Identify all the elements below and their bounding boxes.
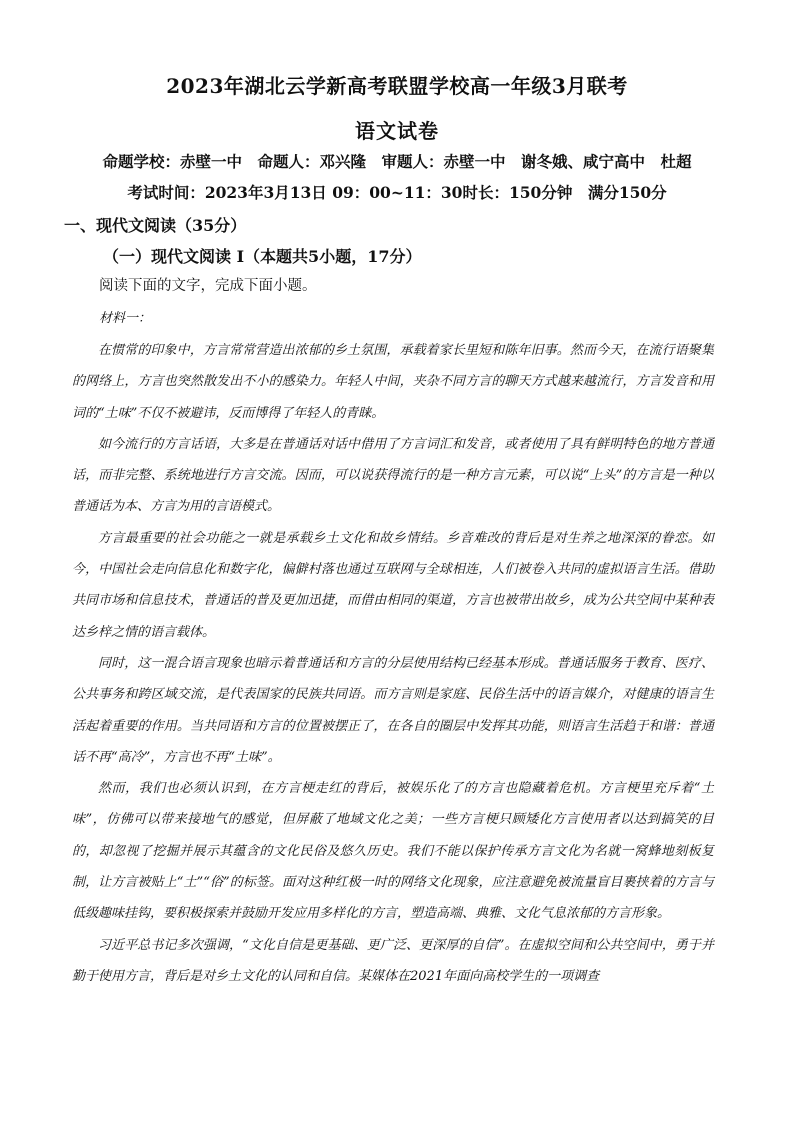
exam-authors-line: 命题学校：赤壁一中 命题人：邓兴隆 审题人：赤壁一中 谢冬娥、咸宁高中 杜超 <box>102 152 692 171</box>
exam-subtitle: 语文试卷 <box>355 119 439 143</box>
passage-paragraph: 然而，我们也必须认识到，在方言梗走红的背后，被娱乐化了的方言也隐藏着危机。方言梗里充斥着“土味”，仿佛可以带来接地气的感觉，但屏蔽了地域文化之美；一些方言梗只顾矮化方言使用者以达到搞笑的目的，却忽视了挖掘并展示其蕴含的文化民俗及悠久历史。我们不能以保护传承方言文化为名就一窝蜂地刻板复制，让方言被贴上“土”“俗”的标签。面对这种红极一时的网络文化现象，应注意避免被流量盲目裹挟着的方言与低级趣味挂钩，要积极探索并鼓励开发应用多样化的方言，塑造高端、典雅、文化气息浓郁的方言形象。 <box>72 781 714 922</box>
passage-paragraph: 如今流行的方言话语，大多是在普通话对话中借用了方言词汇和发音，或者使用了具有鲜明特色的地方普通话，而非完整、系统地进行方言交流。因而，可以说获得流行的是一种方言元素，可以说“上头”的方言是一种以普通话为本、方言为用的言语模式。 <box>72 436 714 515</box>
passage-paragraph: 在惯常的印象中，方言常常营造出浓郁的乡土氛围，承载着家长里短和陈年旧事。然而今天，在流行语聚集的网络上，方言也突然散发出不小的感染力。年轻人中间，夹杂不同方言的聊天方式越来越流行，方言发音和用词的“土味”不仅不被避讳，反而博得了年轻人的青睐。 <box>72 343 714 421</box>
section-heading: 一、现代文阅读（35分） <box>64 216 247 235</box>
reading-instruction: 阅读下面的文字，完成下面小题。 <box>99 278 317 294</box>
subsection-heading: （一）现代文阅读 I（本题共5小题，17分） <box>103 247 422 266</box>
passage-paragraph: 习近平总书记多次强调，“文化自信是更基础、更广泛、更深厚的自信”。在虚拟空间和公共空间中，勇于并勤于使用方言，背后是对乡土文化的认同和自信。某媒体在2021年面向高校学生的一项调查 <box>72 937 714 984</box>
exam-title: 2023年湖北云学新高考联盟学校高一年级3月联考 <box>166 74 628 98</box>
passage-paragraph: 方言最重要的社会功能之一就是承载乡土文化和故乡情结。乡音难改的背后是对生养之地深深的眷恋。如今，中国社会走向信息化和数字化，偏僻村落也通过互联网与全球相连，人们被卷入共同的虚拟语言生活。借助共同市场和信息技术，普通话的普及更加迅捷，而借由相同的渠道，方言也被带出故乡，成为公共空间中某种表达乡梓之情的语言载体。 <box>72 530 714 640</box>
exam-time-line: 考试时间：2023年3月13日 09：00~11：30时长：150分钟 满分150分 <box>127 183 667 202</box>
passage-paragraph: 同时，这一混合语言现象也暗示着普通话和方言的分层使用结构已经基本形成。普通话服务于教育、医疗、公共事务和跨区域交流，是代表国家的民族共同语。而方言则是家庭、民俗生活中的语言媒介，对健康的语言生活起着重要的作用。当共同语和方言的位置被摆正了，在各自的圈层中发挥其功能，则语言生活趋于和谐：普通话不再“高冷”，方言也不再“土味”。 <box>72 655 714 765</box>
passage-body <box>72 335 714 992</box>
material-label: 材料一： <box>99 311 152 326</box>
